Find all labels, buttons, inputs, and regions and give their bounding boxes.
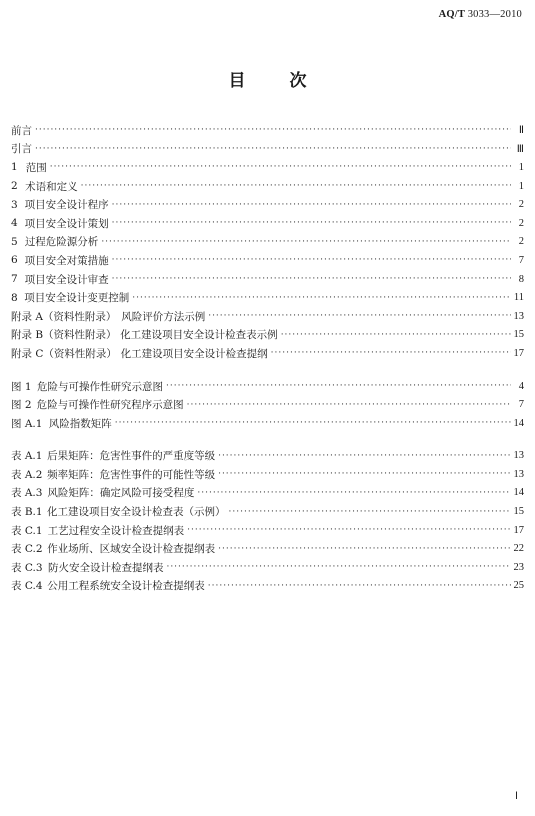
toc-entry-number: 5 [11, 235, 18, 248]
toc-leader-dots [112, 255, 511, 265]
toc-entry[interactable] [11, 539, 524, 558]
toc-entry-title: 前言 [11, 124, 32, 137]
toc-entry-number: 图 A.1 [11, 417, 43, 430]
toc-entry-title: 化工建设项目安全设计检查表（示例） [47, 506, 226, 519]
toc-entry-page: Ⅱ [518, 125, 524, 137]
toc-entry-number: 2 [11, 180, 18, 193]
toc-leader-dots [35, 125, 511, 135]
toc-leader-dots [229, 507, 511, 517]
toc-entry-page: 25 [513, 580, 524, 592]
toc-figures-section [11, 377, 524, 433]
toc-leader-dots [166, 381, 511, 391]
toc-entry-number: 表 B.1 [11, 506, 43, 519]
toc-entry-page: 13 [513, 468, 524, 480]
toc-entry-page: 17 [513, 347, 524, 359]
toc-entry[interactable] [11, 270, 524, 289]
toc-entry-title: 公用工程系统安全设计检查提纲表 [47, 580, 205, 593]
toc-leader-dots [112, 274, 511, 284]
toc-entry[interactable] [11, 158, 524, 177]
toc-entry[interactable] [11, 288, 524, 307]
toc-leader-dots [281, 330, 511, 340]
toc-entry[interactable] [11, 140, 524, 159]
toc-entry-page: 13 [513, 310, 524, 322]
toc-entry[interactable] [11, 121, 524, 140]
toc-leader-dots [218, 451, 510, 461]
toc-leader-dots [35, 144, 511, 154]
toc-entry[interactable] [11, 326, 524, 345]
toc-entry[interactable] [11, 577, 524, 596]
toc-leader-dots [218, 544, 510, 554]
toc-entry-page: 1 [518, 161, 524, 173]
toc-entry[interactable] [11, 447, 524, 466]
toc-entry-number: 7 [11, 273, 18, 286]
toc-leader-dots [132, 293, 511, 303]
toc-entry[interactable] [11, 307, 524, 326]
toc-entry[interactable] [11, 251, 524, 270]
toc-entry-number: 6 [11, 254, 18, 267]
toc-entry-page: 8 [518, 273, 524, 285]
toc-entry-title: 危险与可操作性研究程序示意图 [36, 399, 184, 412]
page-number: Ⅰ [515, 791, 518, 802]
toc-entry-page: 2 [518, 199, 524, 211]
toc-entry-number: 1 [11, 161, 18, 174]
standard-code [439, 9, 522, 20]
toc-entry-number: 表 A.1 [11, 450, 43, 463]
toc-entry[interactable] [11, 395, 524, 414]
toc-entry-number: 表 C.1 [11, 524, 43, 537]
toc-leader-dots [187, 525, 510, 535]
toc-entry-title: 作业场所、区域安全设计检查提纲表 [47, 543, 216, 556]
toc-entry-page: 7 [518, 399, 524, 411]
toc-entry-page: 1 [518, 180, 524, 192]
toc-entry-title: 后果矩阵：危害性事件的严重度等级 [47, 450, 216, 463]
section-gap [11, 363, 524, 377]
toc-leader-dots [166, 562, 510, 572]
toc-entry-number: 表 C.3 [11, 561, 43, 574]
toc-entry-page: 15 [513, 329, 524, 341]
standard-prefix: AQ/T [438, 9, 465, 20]
title-char-1: 目 [228, 71, 246, 91]
toc-entry-page: 4 [518, 380, 524, 392]
toc-entry-title: 风险指数矩阵 [48, 417, 112, 430]
toc-entry-title: 工艺过程安全设计检查提纲表 [47, 524, 185, 537]
title-char-2: 次 [289, 71, 307, 91]
toc-entry-title: 风险矩阵：确定风险可接受程度 [47, 487, 195, 500]
toc-entry-title: 风险评价方法示例 [121, 310, 206, 323]
toc-entry[interactable] [11, 521, 524, 540]
toc-entry[interactable] [11, 484, 524, 503]
toc-leader-dots [208, 581, 511, 591]
toc-entry[interactable] [11, 414, 524, 433]
toc-leader-dots [81, 181, 511, 191]
toc-entry-page: 2 [518, 217, 524, 229]
toc-entry-title: 项目安全设计策划 [24, 217, 109, 230]
toc-entry-title: 引言 [11, 143, 32, 156]
toc-tables-section [11, 447, 524, 596]
toc-entry-page: 14 [513, 487, 524, 499]
toc-entry-title: 项目安全对策措施 [24, 254, 109, 267]
toc-main-section [11, 121, 524, 363]
toc-entry-page: 22 [513, 543, 524, 555]
toc-entry-page: 2 [518, 236, 524, 248]
toc-entry[interactable] [11, 502, 524, 521]
toc-entry-title: 项目安全设计程序 [24, 199, 109, 212]
toc-entry-title: 项目安全设计变更控制 [24, 292, 130, 305]
toc-entry[interactable] [11, 233, 524, 252]
toc-entry-page: 7 [518, 254, 524, 266]
toc-entry-title: 术语和定义 [25, 180, 78, 193]
toc-entry-number: 表 A.3 [11, 487, 43, 500]
toc-entry-title: 项目安全设计审查 [24, 273, 109, 286]
toc-entry[interactable] [11, 177, 524, 196]
toc-leader-dots [197, 488, 510, 498]
toc-entry-title: 化工建设项目安全设计检查表示例 [120, 329, 278, 342]
toc-entry-title: 频率矩阵：危害性事件的可能性等级 [47, 468, 216, 481]
toc-entry-number: 3 [11, 198, 18, 211]
toc-entry-number: 表 C.2 [11, 543, 43, 556]
toc-entry-number: 附录 C（资料性附录） [11, 347, 117, 360]
toc-entry-title: 危险与可操作性研究示意图 [36, 380, 163, 393]
toc-leader-dots [101, 237, 511, 247]
toc-leader-dots [112, 200, 511, 210]
toc-entry[interactable] [11, 558, 524, 577]
toc-entry-title: 范围 [25, 161, 47, 174]
toc-entry[interactable] [11, 465, 524, 484]
toc-entry-page: 14 [513, 417, 524, 429]
page-title [0, 66, 535, 91]
toc-leader-dots [218, 469, 510, 479]
toc-entry-number: 表 A.2 [11, 468, 43, 481]
toc-entry-page: Ⅲ [516, 143, 524, 155]
toc-entry-page: 15 [513, 506, 524, 518]
toc-leader-dots [50, 162, 511, 172]
toc-entry[interactable] [11, 195, 524, 214]
toc-leader-dots [115, 418, 511, 428]
toc-entry-number: 表 C.4 [11, 580, 43, 593]
toc-entry-number: 附录 A（资料性附录） [11, 310, 117, 323]
toc-entry-page: 11 [513, 292, 524, 304]
toc-entry-title: 防火安全设计检查提纲表 [47, 561, 164, 574]
toc-entry-title: 过程危险源分析 [24, 236, 99, 249]
standard-number: 3033—2010 [467, 9, 522, 20]
toc-entry-number: 8 [11, 291, 18, 304]
toc-leader-dots [187, 400, 511, 410]
toc-entry-page: 13 [513, 450, 524, 462]
toc-leader-dots [208, 311, 510, 321]
toc-entry-title: 化工建设项目安全设计检查提纲 [120, 347, 268, 360]
toc-entry-number: 附录 B（资料性附录） [11, 329, 117, 342]
toc-leader-dots [271, 348, 511, 358]
table-of-contents [11, 121, 524, 595]
toc-entry-number: 图 2 [11, 399, 32, 412]
toc-entry[interactable] [11, 377, 524, 396]
toc-entry-number: 4 [11, 217, 18, 230]
toc-entry-number: 图 1 [11, 380, 32, 393]
toc-leader-dots [112, 218, 511, 228]
toc-entry[interactable] [11, 214, 524, 233]
toc-entry-page: 17 [513, 524, 524, 536]
toc-entry-page: 23 [513, 561, 524, 573]
toc-entry[interactable] [11, 344, 524, 363]
section-gap [11, 433, 524, 447]
